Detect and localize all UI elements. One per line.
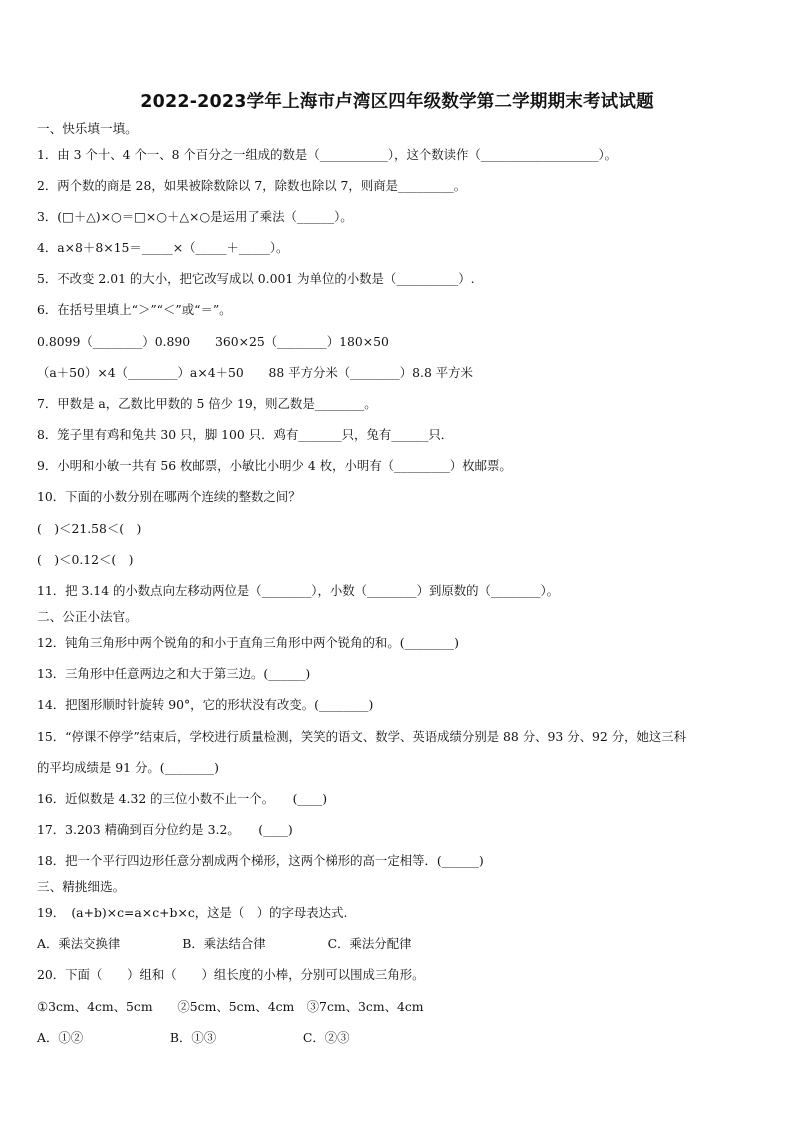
question-15-cont: 的平均成绩是 91 分。(________) — [37, 760, 219, 775]
question-6: 6．在括号里填上“＞”“＜”或“＝”。 — [37, 302, 232, 317]
question-10-row-1: ( )＜21.58＜( ) — [37, 521, 142, 536]
question-6-row-1: 0.8099（________）0.890 360×25（________）180×50 — [37, 334, 389, 349]
question-14: 14．把图形顺时针旋转 90°，它的形状没有改变。(________) — [37, 697, 374, 712]
question-17: 17．3.203 精确到百分位约是 3.2。 (____) — [37, 822, 293, 837]
question-19: 19． (a+b)×c=a×c+b×c，这是（ ）的字母表达式. — [37, 905, 348, 920]
question-16: 16．近似数是 4.32 的三位小数不止一个。 (____) — [37, 791, 328, 806]
question-13: 13．三角形中任意两边之和大于第三边。(______) — [37, 666, 311, 681]
section-heading-2: 二、公正小法官。 — [37, 609, 138, 624]
question-4: 4．a×8＋8×15＝_____×（_____＋_____）。 — [37, 240, 289, 255]
question-8: 8．笼子里有鸡和兔共 30 只，脚 100 只．鸡有_______只，兔有______只． — [37, 427, 454, 442]
question-18: 18．把一个平行四边形任意分割成两个梯形，这两个梯形的高一定相等．(______) — [37, 853, 484, 868]
section-heading-3: 三、精挑细选。 — [37, 879, 126, 894]
question-6-row-2: （a＋50）×4（________）a×4＋50 88 平方分米（________）8.8 平方米 — [37, 365, 473, 380]
question-19-options: A．乘法交换律 B．乘法结合律 C．乘法分配律 — [37, 936, 412, 951]
question-3: 3．(□＋△)×○＝□×○＋△×○是运用了乘法（______）。 — [37, 209, 353, 224]
question-7: 7．甲数是 a，乙数比甲数的 5 倍少 19，则乙数是________。 — [37, 396, 377, 411]
section-heading-1: 一、快乐填一填。 — [37, 121, 138, 136]
page-title: 2022-2023学年上海市卢湾区四年级数学第二学期期末考试试题 — [140, 92, 654, 112]
question-20-items: ①3cm、4cm、5cm ②5cm、5cm、4cm ③7cm、3cm、4cm — [37, 999, 424, 1014]
question-11: 11．把 3.14 的小数点向左移动两位是（________），小数（________）到原数的（________）。 — [37, 583, 560, 598]
question-20-options: A．①② B．①③ C．②③ — [37, 1030, 350, 1045]
question-2: 2．两个数的商是 28，如果被除数除以 7，除数也除以 7，则商是_________。 — [37, 178, 467, 193]
question-9: 9．小明和小敏一共有 56 枚邮票，小敏比小明少 4 枚，小明有（_________）枚邮票。 — [37, 458, 512, 473]
question-12: 12．钝角三角形中两个锐角的和小于直角三角形中两个锐角的和。(________) — [37, 635, 459, 650]
question-1: 1．由 3 个十、4 个一、8 个百分之一组成的数是（___________），这个数读作（___________________）。 — [37, 147, 618, 162]
question-10-row-2: ( )＜0.12＜( ) — [37, 552, 134, 567]
question-20: 20．下面（ ）组和（ ）组长度的小棒，分别可以围成三角形。 — [37, 967, 425, 982]
question-15: 15．“停课不停学”结束后，学校进行质量检测，笑笑的语文、数学、英语成绩分别是 88 分、93 分、92 分，她这三科 — [37, 729, 687, 744]
question-10: 10．下面的小数分别在哪两个连续的整数之间？ — [37, 489, 301, 504]
question-5: 5．不改变 2.01 的大小，把它改写成以 0.001 为单位的小数是（__________）. — [37, 271, 475, 286]
